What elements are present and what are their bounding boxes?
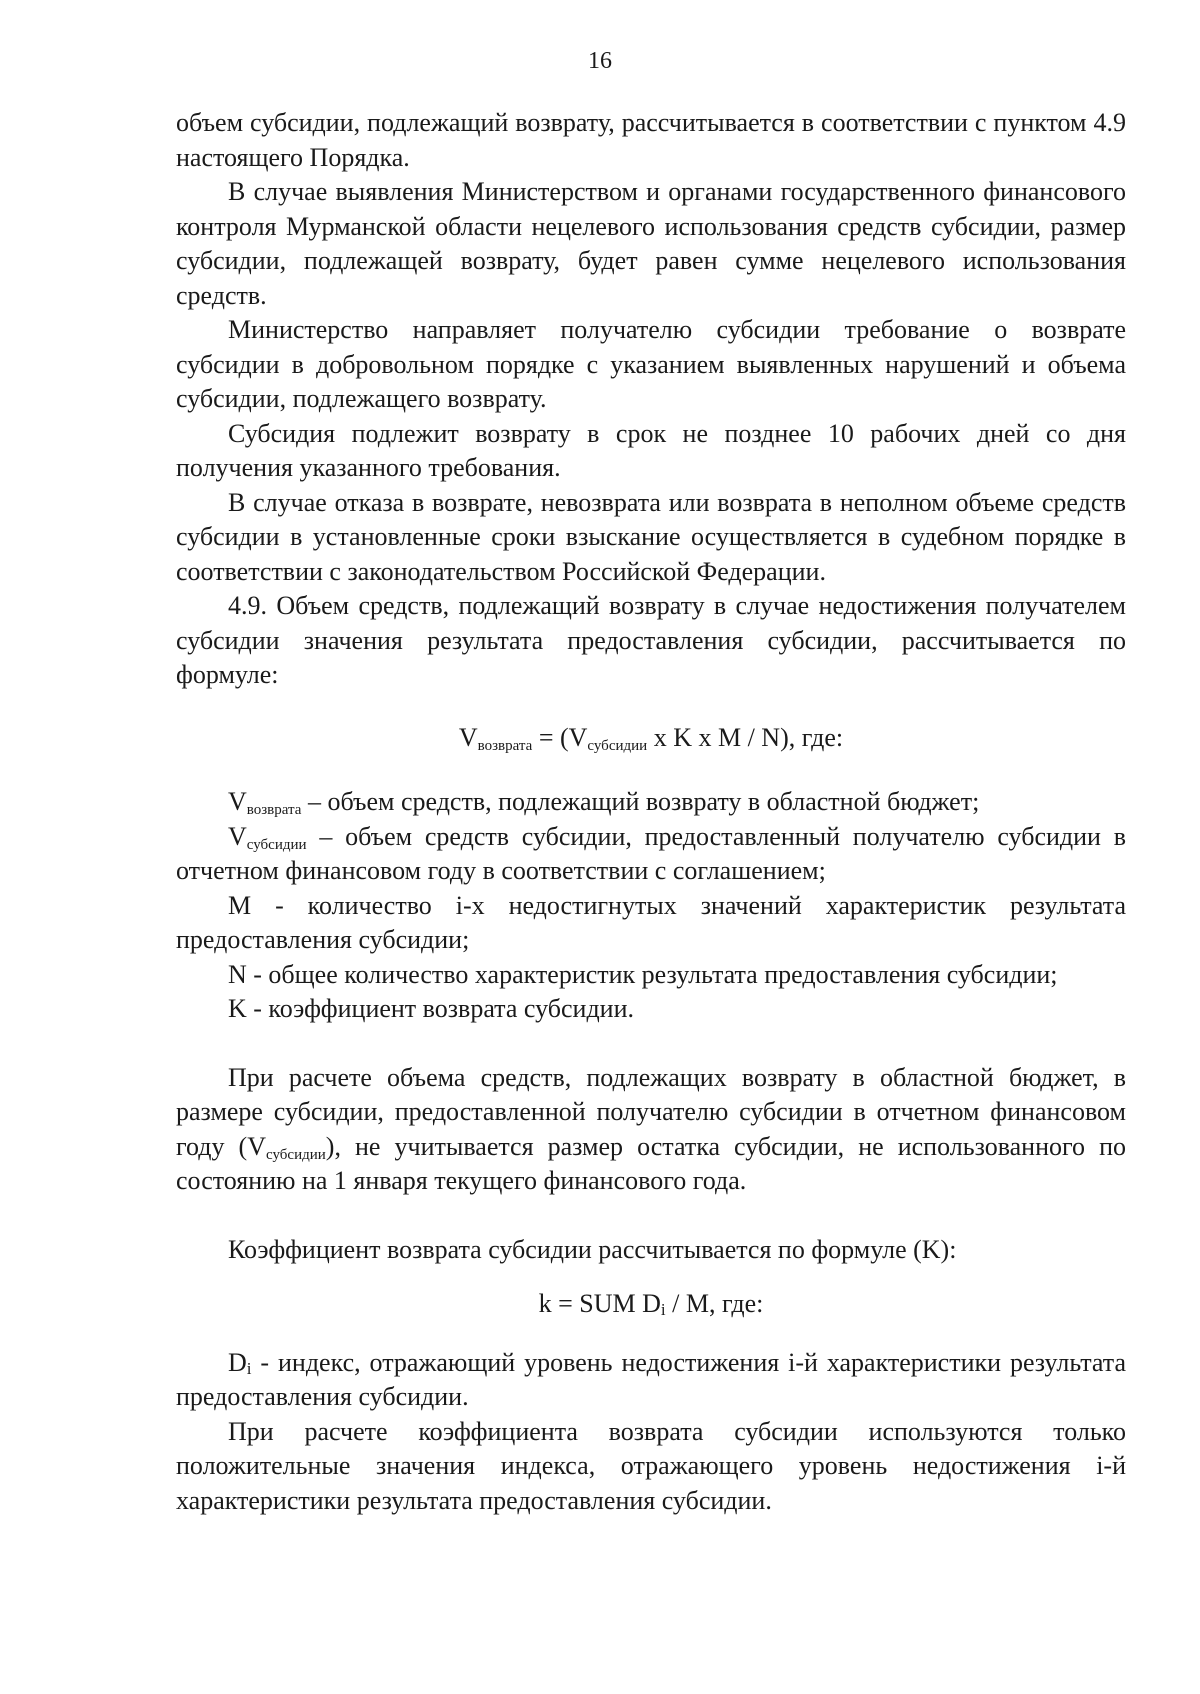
page-number: 16 — [588, 48, 612, 74]
paragraph-positive-values: При расчете коэффициента возврата субсидии используются только положительные значения индекса, отражающего уровень недостижения i-й характеристики результата предоставления субсидии. — [176, 1416, 1126, 1515]
paragraph-misuse: В случае выявления Министерством и органами государственного финансового контроля Мурманской области нецелевого использования средств субсидии, размер субсидии, подлежащей возврату, будет равен сумме нецелевого использования средств. — [176, 177, 1126, 310]
coefficient-formula: k = SUM $D_i$ / M, где: — [538, 1289, 764, 1319]
paragraph-calculation-note: При расчете объема средств, подлежащих возврату в областной бюджет, в размере субсидии, предоставленной получателю субсидии в отчетном финансовом году $(V_{субсидии})$, не учитывается размер остатка субсидии, не использованного по состоянию на 1 января текущего финансового года. — [176, 1062, 1127, 1195]
document-body — [176, 106, 1126, 1518]
definition-d: $D_i$ - индекс, отражающий уровень недостижения i-й характеристики результата предоставления субсидии. — [176, 1347, 1126, 1411]
definition-n: N - общее количество характеристик результата предоставления субсидии; — [228, 959, 1058, 989]
paragraph-court: В случае отказа в возврате, невозврата или возврата в неполном объеме средств субсидии в установленные сроки взыскание осуществляется в судебном порядке в соответствии с законодательством Российской Федерации. — [176, 487, 1126, 586]
definition-v-return: $V_{возврата}$ – объем средств, подлежащий возврату в областной бюджет; — [228, 787, 980, 818]
definition-k: K - коэффициент возврата субсидии. — [228, 994, 634, 1023]
definition-v-subsidy: $V_{субсидии}$ – объем средств субсидии, предоставленный получателю субсидии в отчетном финансовом году в соответствии с соглашением; — [176, 821, 1126, 885]
paragraph-coefficient: Коэффициент возврата субсидии рассчитывается по формуле (K): — [228, 1234, 957, 1264]
paragraph-4-9: 4.9. Объем средств, подлежащий возврату в случае недостижения получателем субсидии значения результата предоставления субсидии, рассчитывается по формуле: — [176, 591, 1126, 689]
spacer — [176, 1199, 1126, 1233]
definition-m: M - количество i-х недостигнутых значений характеристик результата предоставления субсидии; — [176, 890, 1126, 954]
paragraph-requirement: Министерство направляет получателю субсидии требование о возврате субсидии в добровольном порядке с указанием выявленных нарушений и объема субсидии, подлежащего возврату. — [176, 315, 1126, 413]
return-formula: $V_{возврата} = (V_{субсидии}$ x K x M / N), где: — [458, 722, 844, 754]
paragraph-return-amount: объем субсидии, подлежащий возврату, рассчитывается в соответствии с пунктом 4.9 настоящего Порядка. — [176, 108, 1126, 172]
paragraph-deadline: Субсидия подлежит возврату в срок не позднее 10 рабочих дней со дня получения указанного требования. — [176, 418, 1126, 482]
spacer — [176, 1027, 1126, 1061]
